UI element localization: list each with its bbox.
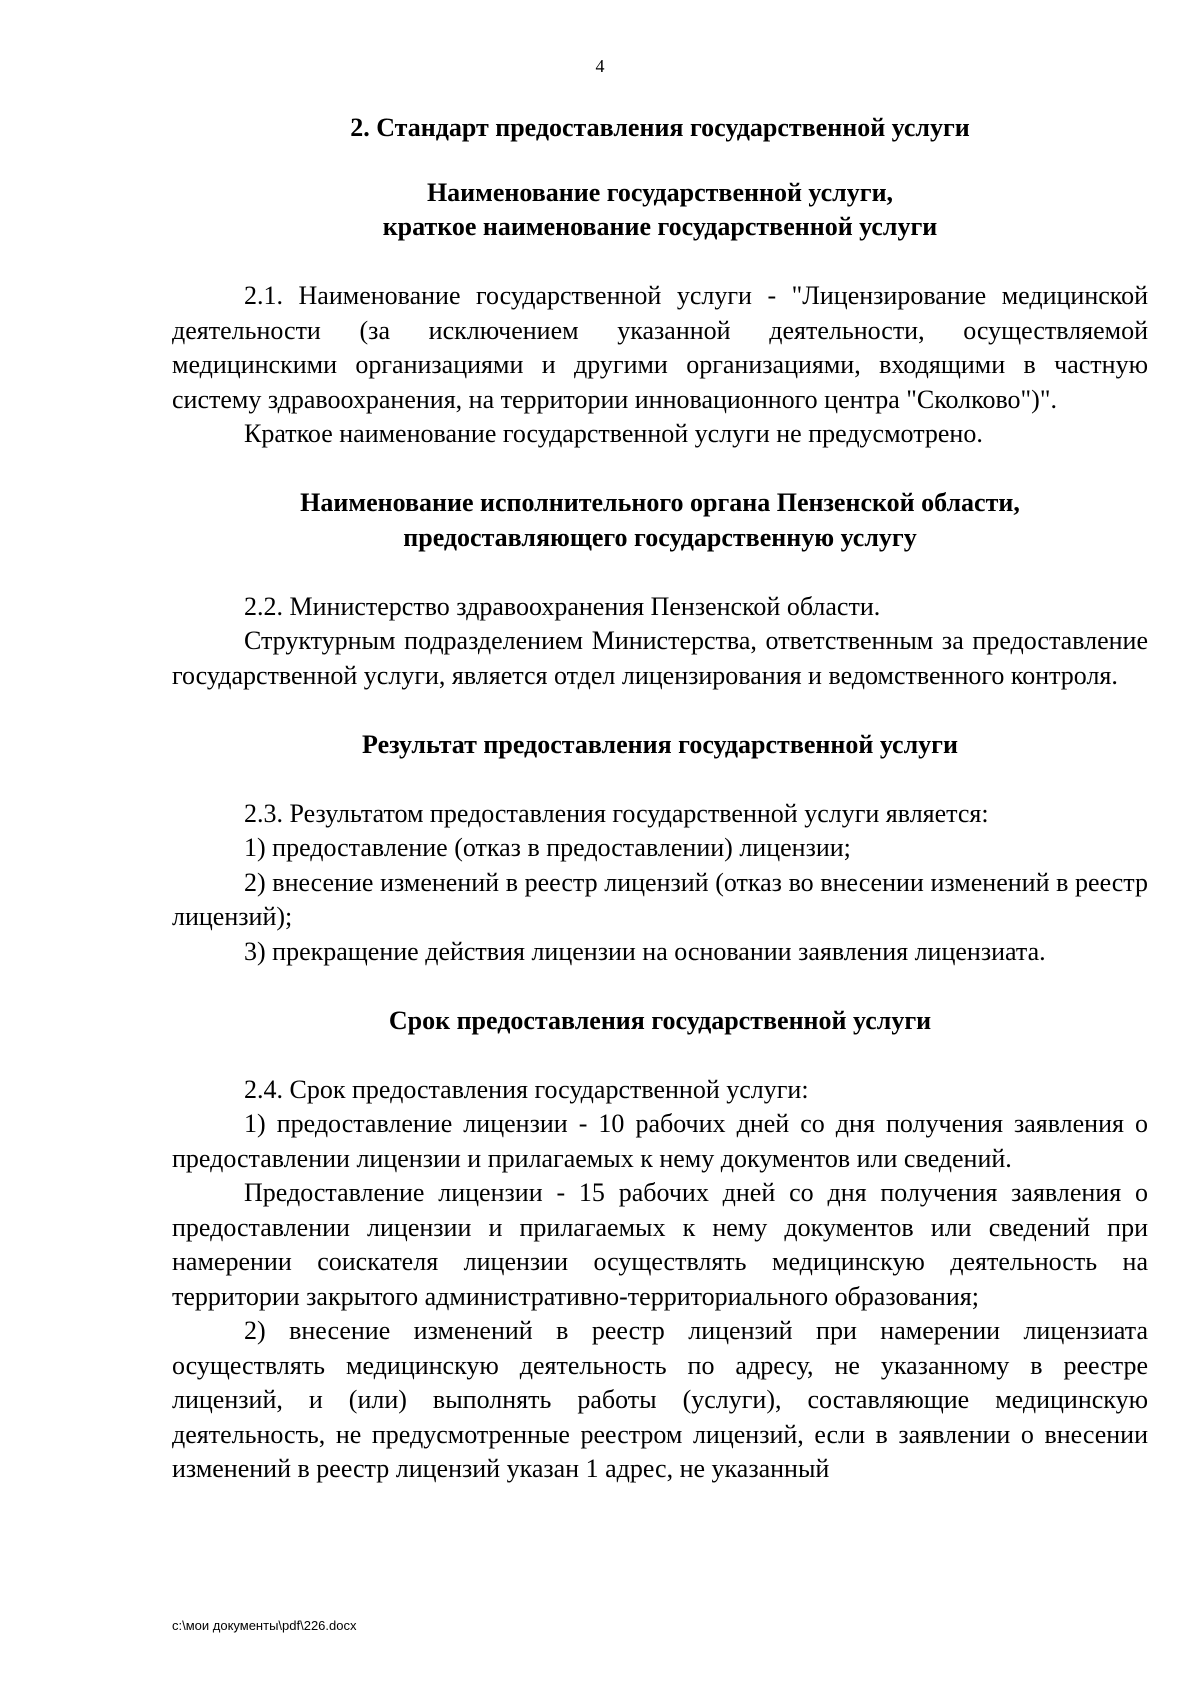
page-number: 4 (595, 56, 605, 76)
heading-line: Наименование государственной услуги, (426, 177, 894, 207)
paragraph: Структурным подразделением Министерства, ответственным за предоставление государственной услуги, является отдел лицензирования и ведомственного контроля. (172, 626, 1148, 690)
heading-line: краткое наименование государственной услуги (382, 212, 938, 241)
section-title: 2. Стандарт предоставления государственной услуги (350, 113, 970, 142)
document-body (172, 111, 1148, 1487)
heading-line: предоставляющего государственную услугу (403, 522, 917, 552)
heading-line: Результат предоставления государственной услуги (362, 729, 958, 759)
heading-result (172, 728, 1148, 763)
paragraph-2-3: 2.3. Результатом предоставления государственной услуги является: (244, 798, 989, 828)
list-item: 3) прекращение действия лицензии на основании заявления лицензиата. (244, 936, 1046, 966)
file-path-footer: c:\мои документы\pdf\226.docx (172, 1618, 357, 1633)
heading-service-name (172, 176, 1148, 245)
paragraph-2-4: 2.4. Срок предоставления государственной услуги: (244, 1074, 809, 1104)
list-item: 2) внесение изменений в реестр лицензий при намерении лицензиата осуществлять медицинскую деятельность по адресу, не указанному в реестре лицензий, и (или) выполнять работы (услуги), составляющие медицинскую деятельность, не предусмотренные реестром лицензий, если в заявлении о внесении изменений в реестр лицензий указан 1 адрес, не указанный (172, 1316, 1148, 1483)
heading-line: Срок предоставления государственной услуги (388, 1005, 932, 1035)
paragraph-2-2: 2.2. Министерство здравоохранения Пензенской области. (244, 591, 881, 621)
heading-line: Наименование исполнительного органа Пензенской области, (300, 488, 1020, 517)
heading-term (172, 1004, 1148, 1039)
list-item: 2) внесение изменений в реестр лицензий (отказ во внесении изменений в реестр лицензий); (172, 867, 1148, 931)
paragraph: Краткое наименование государственной услуги не предусмотрено. (244, 419, 983, 448)
list-item: 1) предоставление (отказ в предоставлении) лицензии; (244, 833, 851, 862)
paragraph: Предоставление лицензии - 15 рабочих дней со дня получения заявления о предоставлении лицензии и прилагаемых к нему документов или сведений при намерении соискателя лицензии осуществлять медицинскую деятельность на территории закрытого административно-территориального образования; (172, 1178, 1148, 1311)
heading-executive-body (172, 486, 1148, 555)
list-item: 1) предоставление лицензии - 10 рабочих дней со дня получения заявления о предоставлении лицензии и прилагаемых к нему документов или сведений. (172, 1109, 1148, 1173)
paragraph-2-1: 2.1. Наименование государственной услуги - "Лицензирование медицинской деятельности (за исключением указанной деятельности, осуществляемой медицинскими организациями и другими организациями, входящими в частную систему здравоохранения, на территории инновационного центра "Сколково")". (172, 281, 1148, 414)
